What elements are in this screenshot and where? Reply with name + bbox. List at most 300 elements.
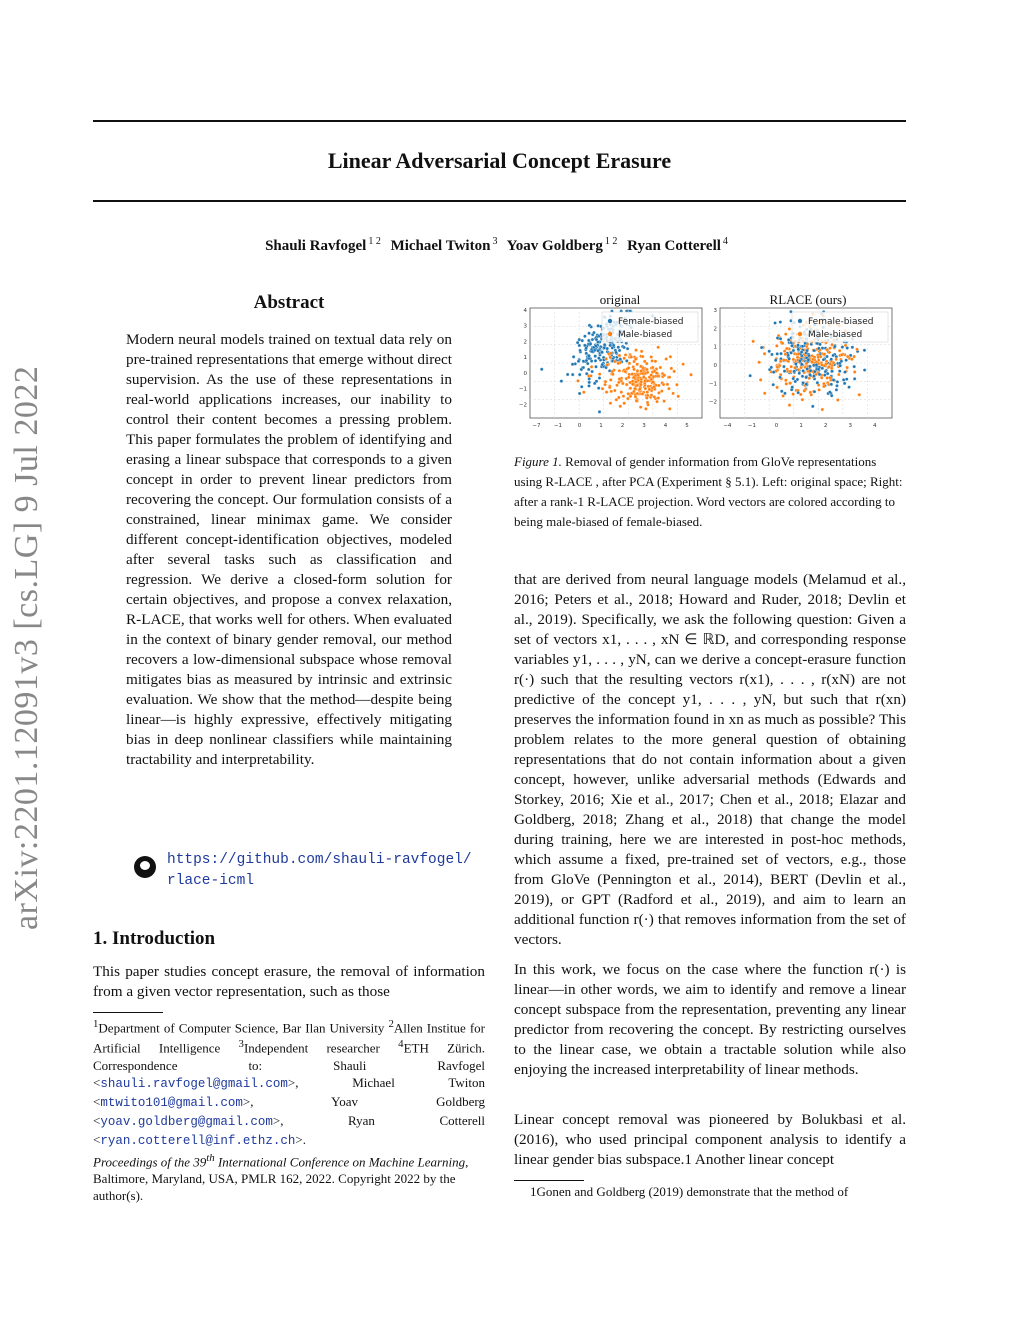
male-point	[846, 355, 849, 358]
female-point	[577, 360, 580, 363]
legend-label: Female-biased	[618, 317, 684, 327]
female-point	[843, 382, 846, 385]
female-point	[540, 368, 543, 371]
male-point	[758, 361, 761, 364]
male-point	[640, 350, 643, 353]
author-name: Yoav Goldberg	[506, 238, 603, 254]
female-point	[609, 344, 612, 347]
female-point	[824, 370, 827, 373]
female-point	[830, 370, 833, 373]
male-point	[633, 376, 636, 379]
email-link[interactable]: shauli.ravfogel@gmail.com	[100, 1076, 288, 1091]
female-point	[566, 373, 569, 376]
male-point	[653, 385, 656, 388]
female-point	[812, 375, 815, 378]
male-point	[817, 359, 820, 362]
female-point	[618, 349, 621, 352]
male-point	[820, 376, 823, 379]
footnote-1: 1Gonen and Goldberg (2019) demonstrate that the method of	[530, 1184, 849, 1199]
female-point	[863, 368, 866, 371]
female-point	[591, 338, 594, 341]
female-point	[583, 335, 586, 338]
male-point	[636, 369, 639, 372]
male-point	[825, 360, 828, 363]
male-point	[650, 394, 653, 397]
legend-marker	[608, 319, 612, 323]
female-point	[595, 338, 598, 341]
female-point	[797, 391, 800, 394]
male-point	[670, 367, 673, 370]
male-point	[783, 349, 786, 352]
female-point	[760, 346, 763, 349]
female-point	[560, 380, 563, 383]
male-point	[846, 366, 849, 369]
female-point	[587, 354, 590, 357]
female-point	[817, 347, 820, 350]
male-point	[825, 348, 828, 351]
male-point	[682, 363, 685, 366]
female-point	[590, 370, 593, 373]
female-point	[571, 363, 574, 366]
male-point	[623, 357, 626, 360]
female-point	[792, 377, 795, 380]
male-point	[618, 369, 621, 372]
male-point	[657, 391, 660, 394]
female-point	[835, 388, 838, 391]
intro-heading: 1. Introduction	[93, 928, 216, 949]
male-point	[643, 360, 646, 363]
male-point	[634, 395, 637, 398]
male-point	[809, 391, 812, 394]
male-point	[819, 355, 822, 358]
male-point	[639, 365, 642, 368]
male-point	[613, 389, 616, 392]
male-point	[789, 382, 792, 385]
female-point	[623, 346, 626, 349]
male-point	[619, 405, 622, 408]
y-tick-label: 4	[523, 308, 527, 314]
author-name: Michael Twiton	[390, 238, 491, 254]
male-point	[659, 366, 662, 369]
author-affiliation: 1 2	[368, 236, 381, 247]
male-point	[646, 401, 649, 404]
male-point	[782, 394, 785, 397]
male-point	[633, 387, 636, 390]
female-point	[790, 351, 793, 354]
male-point	[830, 343, 833, 346]
male-point	[605, 390, 608, 393]
male-point	[657, 346, 660, 349]
female-point	[578, 392, 581, 395]
proceedings-note: Proceedings of the 39th International Conference on Machine Learning, Baltimore, Maryland, USA, PMLR 162, 2022. Copyright 2022 by the author(s).	[93, 1152, 469, 1204]
female-point	[851, 346, 854, 349]
female-point	[800, 363, 803, 366]
male-point	[601, 387, 604, 390]
female-point	[807, 354, 810, 357]
author-affiliation: 4	[722, 236, 728, 247]
male-point	[792, 358, 795, 361]
female-point	[772, 383, 775, 386]
y-tick-label: 2	[713, 326, 717, 333]
figure-1-scatter	[510, 306, 910, 436]
female-point	[595, 380, 598, 383]
female-point	[588, 324, 591, 327]
male-point	[808, 377, 811, 380]
x-tick-label: 3	[848, 423, 852, 429]
y-tick-label: −1	[708, 381, 717, 388]
abstract-text: Modern neural models trained on textual data rely on pre-trained representations that emerge without direct supervision. As the use of these representations in real-world applications increases, our inability to control their content becomes a pressing problem. This paper formulates the problem of identifying and erasing a linear subspace that corresponds to a given concept in order to prevent linear predictors from recovering the concept. Our formulation consists of a constrained, linear minimax game. We consider different concept-identification objectives, modeled after several tasks such as classification and regression. We derive a closed-form solution for certain objectives, and propose a convex relaxation, R-LACE, that works well for others. When evaluated in the context of binary gender removal, our method recovers a low-dimensional subspace whose removal mitigates bias as measured by intrinsic and extrinsic evaluation. We show that the method—despite being linear—is highly expressive, effectively mitigating bias in deep nonlinear classifiers while maintaining tractability and interpretability.	[126, 331, 452, 768]
female-point	[807, 358, 810, 361]
female-point	[584, 347, 587, 350]
male-point	[660, 390, 663, 393]
female-point	[580, 368, 583, 371]
female-point	[600, 351, 603, 354]
female-point	[793, 370, 796, 373]
male-point	[823, 353, 826, 356]
female-point	[776, 336, 779, 339]
female-point	[794, 362, 797, 365]
female-point	[845, 359, 848, 362]
male-point	[776, 365, 779, 368]
male-point	[790, 365, 793, 368]
female-point	[603, 343, 606, 346]
female-point	[779, 337, 782, 340]
female-point	[587, 384, 590, 387]
male-point	[576, 379, 579, 382]
female-point	[779, 320, 782, 323]
male-point	[782, 358, 785, 361]
female-point	[832, 354, 835, 357]
male-point	[603, 383, 606, 386]
male-point	[630, 355, 633, 358]
female-point	[833, 345, 836, 348]
male-point	[617, 362, 620, 365]
female-point	[812, 349, 815, 352]
author-name: Ryan Cotterell	[627, 238, 721, 254]
male-point	[788, 327, 791, 330]
male-point	[853, 370, 856, 373]
footnote-rule-left	[93, 1012, 163, 1013]
email-link[interactable]: yoav.goldberg@gmail.com	[100, 1114, 273, 1129]
male-point	[813, 356, 816, 359]
male-point	[606, 363, 609, 366]
male-point	[850, 358, 853, 361]
x-tick-label: 5	[685, 423, 689, 429]
male-point	[784, 332, 787, 335]
male-point	[663, 374, 666, 377]
male-point	[618, 354, 621, 357]
female-point	[780, 390, 783, 393]
male-point	[610, 390, 613, 393]
male-point	[618, 377, 621, 380]
email-link[interactable]: mtwito101@gmail.com	[100, 1095, 243, 1110]
legend-marker	[608, 332, 612, 336]
male-point	[635, 399, 638, 402]
female-point	[835, 384, 838, 387]
male-point	[605, 357, 608, 360]
y-tick-label: −2	[518, 402, 527, 409]
x-tick-label: 0	[577, 423, 582, 429]
email-link[interactable]: ryan.cotterell@inf.ethz.ch	[100, 1133, 296, 1148]
author-affiliation: 1 2	[604, 236, 618, 247]
male-point	[821, 408, 824, 411]
male-point	[801, 398, 804, 401]
female-point	[863, 349, 866, 352]
male-point	[838, 349, 841, 352]
male-point	[828, 347, 831, 350]
female-point	[843, 370, 846, 373]
male-point	[651, 366, 654, 369]
female-point	[626, 347, 629, 350]
female-point	[614, 351, 617, 354]
male-point	[627, 366, 630, 369]
female-point	[585, 352, 588, 355]
male-point	[641, 392, 644, 395]
female-point	[840, 360, 843, 363]
male-point	[624, 370, 627, 373]
male-point	[797, 368, 800, 371]
male-point	[663, 400, 666, 403]
male-point	[626, 397, 629, 400]
male-point	[763, 352, 766, 355]
female-point	[791, 386, 794, 389]
y-tick-label: 1	[523, 355, 527, 362]
affiliations-footnote: $^1$Department of Computer Science, Bar Ilan University $^2$Allen Institue for Artificial Intelligence $^3$Independent researcher $^4$ETH Zürich. Correspondence to: Shauli Ravfogel <shauli.ravfogel@gmail.com>, Michael Twiton <mtwito101@gmail.com>, Yoav Goldberg <yoav.goldberg@gmail.com>, Ryan Cotterell <ryan.cotterell@inf.ethz.ch>.	[93, 1018, 485, 1148]
male-point	[636, 392, 639, 395]
male-point	[803, 389, 806, 392]
male-point	[759, 378, 762, 381]
female-point	[572, 355, 575, 358]
x-tick-label: −1	[747, 423, 756, 429]
male-point	[639, 406, 642, 409]
male-point	[627, 376, 630, 379]
female-point	[606, 347, 609, 350]
male-point	[623, 402, 626, 405]
legend-marker	[798, 332, 802, 336]
x-tick-label: 4	[873, 423, 877, 429]
female-point	[782, 365, 785, 368]
male-point	[784, 379, 787, 382]
female-point	[798, 372, 801, 375]
y-tick-label: −2	[708, 399, 717, 406]
male-point	[650, 355, 653, 358]
male-point	[836, 398, 839, 401]
male-point	[604, 380, 607, 383]
legend-label: Female-biased	[808, 317, 874, 327]
female-point	[598, 410, 601, 413]
male-point	[789, 370, 792, 373]
female-point	[801, 375, 804, 378]
female-point	[773, 321, 776, 324]
female-point	[809, 369, 812, 372]
male-point	[677, 395, 680, 398]
github-url[interactable]: https://github.com/shauli-ravfogel/ rlace-icml	[167, 852, 472, 889]
male-point	[644, 407, 647, 410]
male-point	[625, 383, 628, 386]
male-point	[617, 381, 620, 384]
male-point	[617, 396, 620, 399]
male-point	[817, 388, 820, 391]
title-rule-top	[93, 120, 906, 122]
male-point	[785, 382, 788, 385]
female-point	[594, 355, 597, 358]
female-point	[836, 380, 839, 383]
male-point	[669, 355, 672, 358]
author-affiliation: 3	[492, 236, 498, 247]
female-point	[796, 343, 799, 346]
male-point	[810, 360, 813, 363]
male-point	[666, 383, 669, 386]
female-point	[776, 352, 779, 355]
female-point	[597, 324, 600, 327]
male-point	[629, 395, 632, 398]
male-point	[858, 393, 861, 396]
male-point	[624, 353, 627, 356]
female-point	[588, 377, 591, 380]
female-point	[587, 332, 590, 335]
female-point	[601, 363, 604, 366]
female-point	[815, 363, 818, 366]
male-point	[667, 387, 670, 390]
female-point	[587, 339, 590, 342]
male-point	[675, 383, 678, 386]
y-tick-label: −1	[518, 386, 527, 393]
male-point	[589, 374, 592, 377]
female-point	[625, 359, 628, 362]
x-tick-label: 1	[799, 423, 803, 429]
female-point	[578, 344, 581, 347]
male-point	[646, 390, 649, 393]
female-point	[617, 346, 620, 349]
male-point	[644, 387, 647, 390]
male-point	[615, 398, 618, 401]
male-point	[779, 360, 782, 363]
male-point	[634, 348, 637, 351]
male-point	[646, 379, 649, 382]
male-point	[788, 404, 791, 407]
female-point	[842, 378, 845, 381]
male-point	[609, 378, 612, 381]
female-point	[770, 353, 773, 356]
male-point	[653, 395, 656, 398]
female-point	[841, 345, 844, 348]
female-point	[594, 359, 597, 362]
male-point	[855, 348, 858, 351]
male-point	[640, 369, 643, 372]
x-tick-label: 1	[599, 423, 603, 429]
y-tick-label: 0	[523, 370, 527, 377]
female-point	[805, 376, 808, 379]
female-point	[788, 357, 791, 360]
x-tick-label: −7	[532, 423, 541, 429]
male-point	[622, 395, 625, 398]
male-point	[668, 375, 671, 378]
intro-text: This paper studies concept erasure, the removal of information from a given vector representation, such as those	[93, 963, 485, 1000]
male-point	[791, 393, 794, 396]
female-point	[588, 381, 591, 384]
female-point	[603, 346, 606, 349]
female-point	[830, 358, 833, 361]
male-point	[634, 358, 637, 361]
female-point	[787, 338, 790, 341]
legend-label: Male-biased	[618, 330, 673, 340]
footnote-rule-right	[514, 1180, 584, 1181]
female-point	[818, 373, 821, 376]
x-tick-label: 4	[663, 423, 668, 429]
female-point	[797, 348, 800, 351]
male-point	[840, 353, 843, 356]
x-tick-label: −4	[723, 423, 732, 429]
female-point	[598, 376, 601, 379]
male-point	[657, 396, 660, 399]
female-point	[839, 364, 842, 367]
male-point	[793, 366, 796, 369]
abstract-heading: Abstract	[253, 292, 325, 313]
male-point	[609, 402, 612, 405]
male-point	[656, 375, 659, 378]
legend-label: Male-biased	[808, 330, 863, 340]
female-point	[578, 373, 581, 376]
male-point	[638, 387, 641, 390]
female-point	[772, 370, 775, 373]
female-point	[580, 385, 583, 388]
male-point	[646, 394, 649, 397]
female-point	[583, 344, 586, 347]
male-point	[672, 392, 675, 395]
female-point	[585, 359, 588, 362]
male-point	[775, 344, 778, 347]
male-point	[631, 372, 634, 375]
female-point	[853, 377, 856, 380]
male-point	[668, 407, 671, 410]
female-point	[805, 383, 808, 386]
female-point	[770, 366, 773, 369]
female-point	[592, 331, 595, 334]
female-point	[578, 338, 581, 341]
female-point	[832, 378, 835, 381]
female-point	[749, 374, 752, 377]
male-point	[752, 340, 755, 343]
female-point	[589, 342, 592, 345]
arxiv-identifier: arXiv:2201.12091v3 [cs.LG] 9 Jul 2022	[8, 365, 45, 930]
male-point	[636, 363, 639, 366]
male-point	[837, 373, 840, 376]
male-point	[651, 380, 654, 383]
male-point	[628, 373, 631, 376]
female-point	[845, 378, 848, 381]
figure-caption: Figure 1. Removal of gender information from GloVe representations using R-LACE , after PCA (Experiment § 5.1). Left: original space; Right: after a rank-1 R-LACE projection. Word vectors are colored according to being male-biased of female-biased.	[514, 454, 903, 529]
female-point	[800, 350, 803, 353]
male-point	[655, 371, 658, 374]
female-point	[592, 346, 595, 349]
female-point	[594, 365, 597, 368]
male-point	[609, 352, 612, 355]
female-point	[830, 394, 833, 397]
male-point	[642, 376, 645, 379]
female-point	[817, 368, 820, 371]
male-point	[828, 351, 831, 354]
female-point	[849, 354, 852, 357]
male-point	[613, 360, 616, 363]
male-point	[832, 361, 835, 364]
male-point	[629, 387, 632, 390]
male-point	[611, 370, 614, 373]
female-point	[798, 359, 801, 362]
x-tick-label: 2	[620, 423, 625, 429]
male-point	[828, 376, 831, 379]
male-point	[853, 355, 856, 358]
female-point	[805, 349, 808, 352]
